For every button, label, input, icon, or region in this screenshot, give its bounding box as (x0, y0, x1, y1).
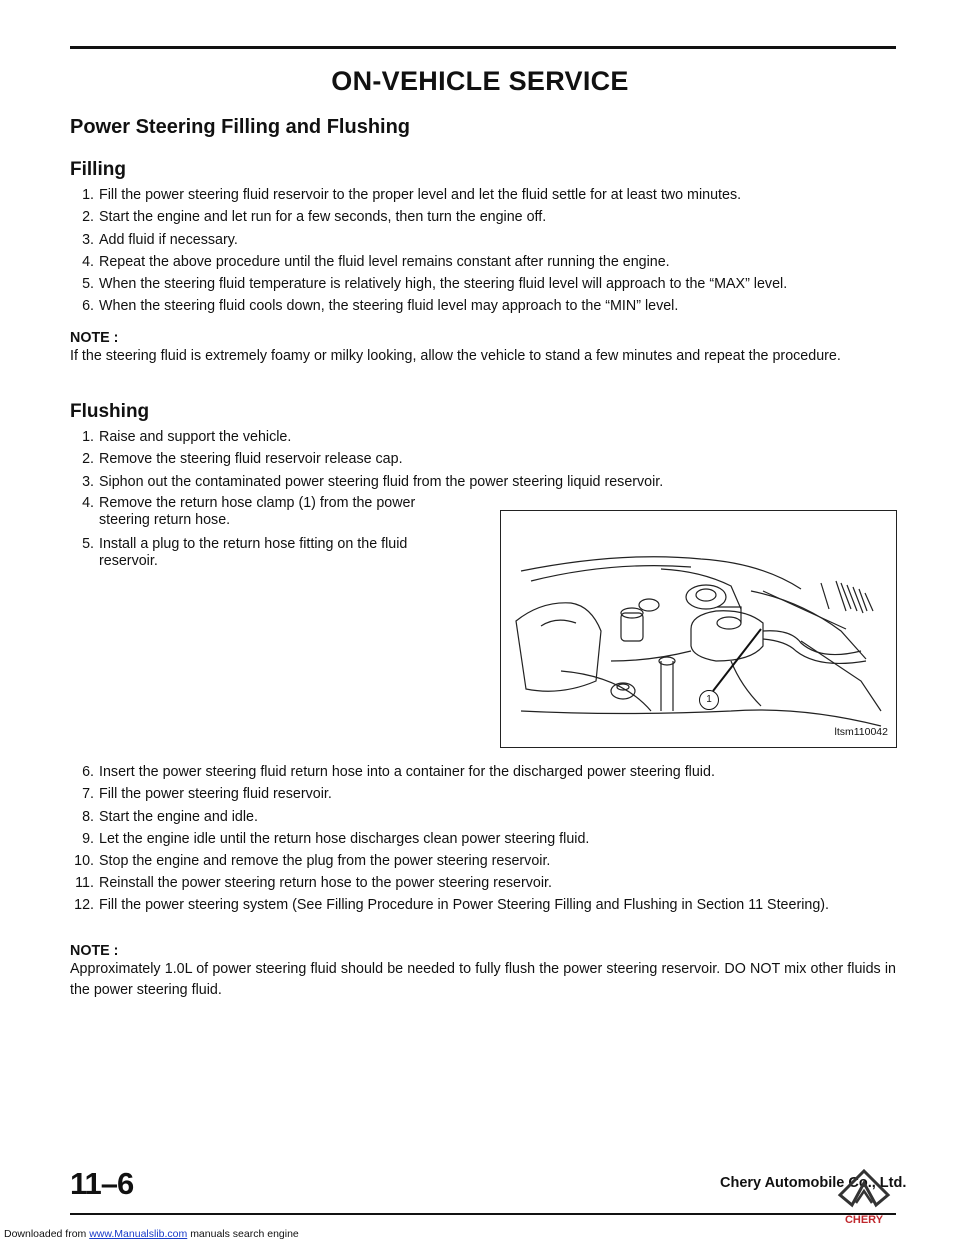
list-item: 7. Fill the power steering fluid reservoir. (82, 786, 332, 803)
list-item: 3. Siphon out the contaminated power steering fluid from the power steering liquid reservoir. (82, 473, 664, 490)
list-item: 10. Stop the engine and remove the plug from the power steering reservoir. (74, 853, 551, 870)
filling-heading: Filling (70, 159, 126, 180)
list-item: 4. Remove the return hose clamp (1) from the power steering return hose. (82, 494, 416, 528)
note-label: NOTE : (70, 943, 119, 959)
engine-bay-illustration (500, 510, 897, 748)
flushing-heading: Flushing (70, 401, 150, 422)
filling-steps (70, 184, 896, 318)
note-text: If the steering fluid is extremely foamy or milky looking, allow the vehicle to stand a few minutes and repeat the procedure. (70, 348, 841, 364)
list-item: 6. When the steering fluid cools down, the steering fluid level may approach to the “MIN” level. (82, 298, 679, 315)
section-title: Power Steering Filling and Flushing (70, 116, 411, 138)
note-text: Approximately 1.0L of power steering fluid should be needed to fully flush the power steering reservoir. DO NOT mix other fluids in the power steering fluid. (70, 961, 896, 998)
logo-text: CHERY (844, 1214, 884, 1226)
chery-logo (834, 1165, 894, 1227)
list-item: 5. When the steering fluid temperature is relatively high, the steering fluid level will approach to the “MAX” level. (82, 276, 788, 293)
bottom-rule (70, 1213, 896, 1215)
list-item: 6. Insert the power steering fluid return hose into a container for the discharged power steering fluid. (82, 764, 715, 780)
download-note: Downloaded from www.Manualslib.com manuals search engine (4, 1228, 299, 1240)
engine-bay-drawing (501, 511, 896, 747)
list-item: 12. Fill the power steering system (See Filling Procedure in Power Steering Filling and Flushing in Section 11 Steering). (74, 896, 830, 913)
list-item: 1. Raise and support the vehicle. (82, 429, 292, 445)
top-rule (70, 46, 896, 49)
list-item: 2. Start the engine and let run for a few seconds, then turn the engine off. (82, 209, 547, 226)
list-item: 4. Repeat the above procedure until the fluid level remains constant after running the engine. (82, 253, 670, 270)
callout-1: 1 (699, 690, 719, 710)
list-item: 8. Start the engine and idle. (82, 808, 258, 825)
manualslib-link[interactable]: www.Manualslib.com (89, 1228, 188, 1240)
list-item: 1. Fill the power steering fluid reservoir to the proper level and let the fluid settle for at least two minutes. (82, 187, 742, 203)
list-item: 3. Add fluid if necessary. (82, 231, 238, 248)
list-item: 11. Reinstall the power steering return hose to the power steering reservoir. (75, 875, 552, 892)
list-item: 9. Let the engine idle until the return hose discharges clean power steering fluid. (82, 830, 590, 847)
flushing-steps-b (70, 761, 896, 919)
figure-label: ltsm110042 (834, 726, 888, 738)
note-label: NOTE : (70, 330, 119, 346)
company-name: Chery Automobile Co., Ltd. (720, 1175, 907, 1191)
page-title: ON-VEHICLE SERVICE (331, 66, 629, 96)
list-item: 5. Install a plug to the return hose fitting on the fluid reservoir. (82, 535, 408, 569)
list-item: 2. Remove the steering fluid reservoir release cap. (82, 451, 403, 468)
page-number: 11–6 (70, 1166, 134, 1201)
